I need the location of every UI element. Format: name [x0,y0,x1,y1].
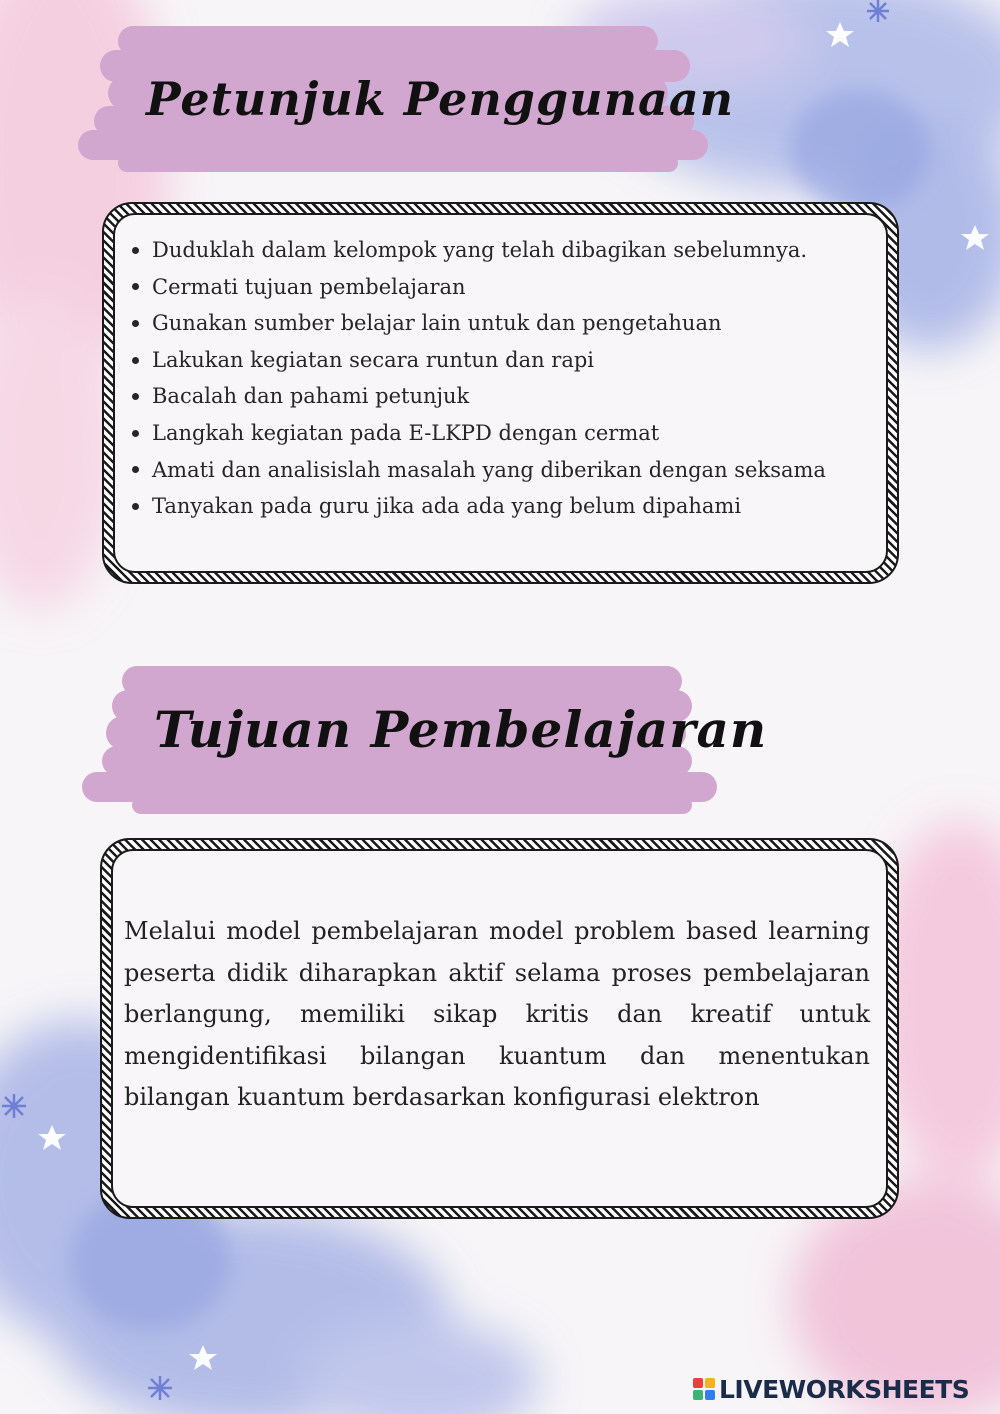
list-item [123,342,876,379]
bullet-icon [132,320,139,327]
liveworksheets-brand [693,1373,969,1405]
list-item-text: Gunakan sumber belajar lain untuk dan pengetahuan [152,311,722,336]
section-banner-petunjuk [78,20,735,185]
bullet-icon [132,430,139,437]
bullet-icon [132,283,139,290]
list-item [123,378,876,415]
liveworksheets-logo-icon [693,1378,715,1400]
list-item-text: Duduklah dalam kelompok yang telah dibagikan sebelumnya. [152,238,808,262]
list-item-text: Tanyakan pada guru jika ada ada yang belum dipahami [152,494,742,519]
list-item [123,415,876,452]
objective-paragraph: Melalui model pembelajaran model problem based learning peserta didik diharapkan aktif selama proses pembelajaran berlangung, memiliki sikap kritis dan kreatif untuk mengidentifikasi bilangan kuantum dan menentukan bilangan kuantum berdasarkan konfigurasi elektron [124,917,870,1111]
instructions-box-inner [113,213,888,573]
section-title: Tujuan Pembelajaran [154,700,768,759]
bullet-icon [132,503,139,510]
bullet-icon [132,357,139,364]
list-item [123,305,876,342]
bullet-icon [132,466,139,473]
section-title: Petunjuk Penggunaan [146,72,735,126]
instructions-list [123,232,876,525]
list-item-text: Bacalah dan pahami petunjuk [152,384,470,409]
list-item [123,232,876,269]
list-item-text: Amati dan analisislah masalah yang diberikan dengan seksama [152,457,826,482]
bullet-icon [132,247,139,254]
brand-name: LIVEWORKSHEETS [719,1374,970,1404]
objective-box [100,838,899,1219]
list-item [123,452,876,489]
list-item-text: Cermati tujuan pembelajaran [152,274,466,299]
bullet-icon [132,393,139,400]
list-item-text: Lakukan kegiatan secara runtun dan rapi [152,347,595,372]
list-item-text: Langkah kegiatan pada E-LKPD dengan cermat [152,420,660,445]
objective-box-inner [111,849,888,1208]
section-banner-tujuan [82,660,768,825]
list-item [123,488,876,525]
list-item [123,269,876,306]
instructions-box [102,202,899,584]
